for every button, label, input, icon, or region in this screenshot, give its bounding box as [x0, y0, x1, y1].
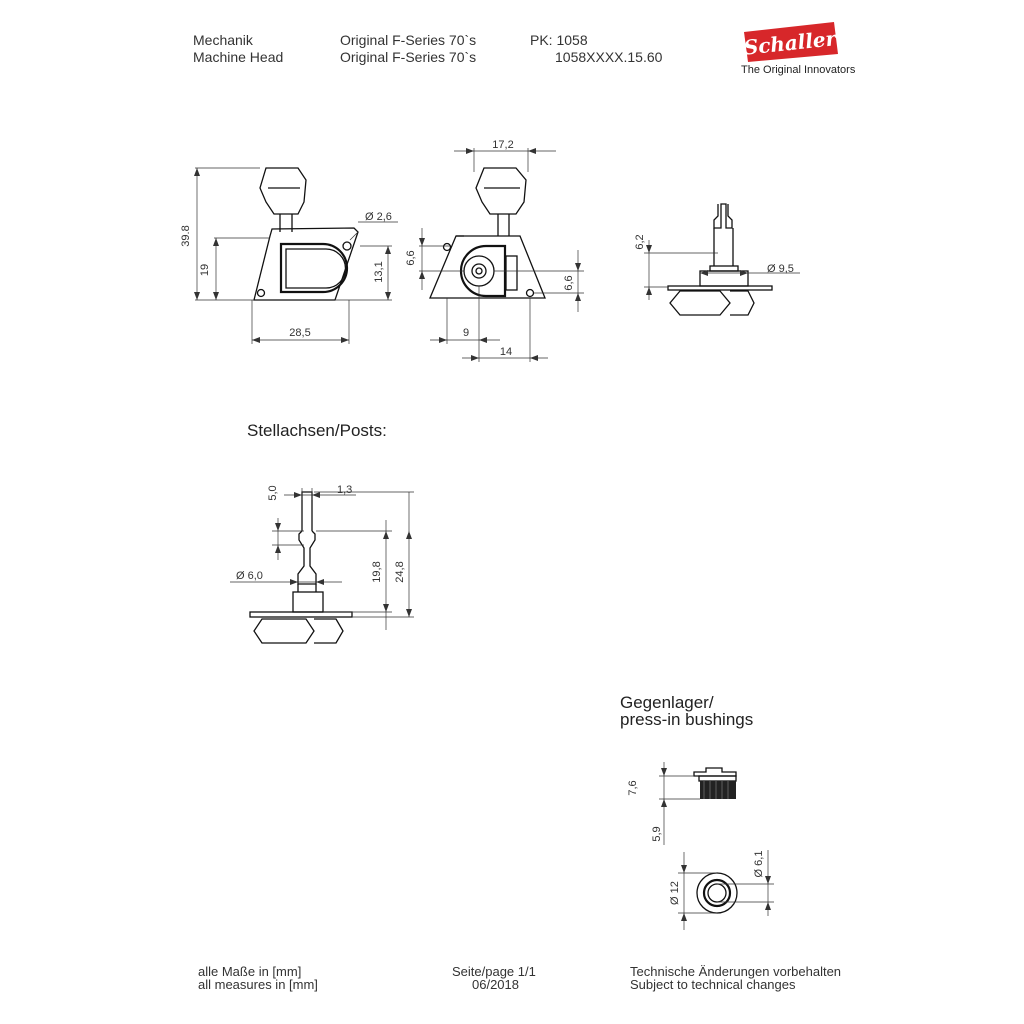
posts-view	[230, 484, 414, 643]
footer-measures-de: alle Maße in [mm]	[198, 964, 302, 979]
back-view	[405, 139, 584, 362]
footer-changes-en: Subject to technical changes	[630, 977, 796, 992]
bushings-title-en: press-in bushings	[620, 710, 754, 729]
tuning-key-button	[260, 168, 306, 214]
tuning-key-button	[254, 619, 314, 643]
side-plate	[668, 286, 772, 290]
dim-bushing-diameter-12: Ø 12	[669, 881, 681, 905]
header-pk: PK: 1058	[530, 32, 588, 48]
gear-icon	[464, 256, 494, 286]
dim-bushing-5-9: 5,9	[651, 826, 663, 842]
dim-post-5: 5,0	[267, 485, 279, 501]
dim-pos-14: 14	[499, 346, 513, 358]
dim-post-1-3: 1,3	[337, 484, 353, 496]
bushing-flange	[694, 768, 736, 776]
dim-height-total: 39.8	[180, 225, 192, 247]
post-plate	[250, 612, 352, 617]
dim-width: 28,5	[289, 327, 311, 339]
tuning-key-button	[476, 168, 526, 214]
dim-side-height: 6,2	[634, 234, 646, 250]
dim-bushing-diameter-6-1: Ø 6,1	[753, 850, 765, 878]
dim-side-diameter: Ø 9,5	[767, 263, 794, 275]
post-shaft	[298, 531, 316, 584]
header-label-en: Machine Head	[193, 49, 284, 65]
dim-post-19-8: 19,8	[371, 561, 383, 583]
front-view	[180, 168, 398, 344]
footer-page: Seite/page 1/1	[452, 964, 536, 979]
logo-tagline: The Original Innovators	[741, 64, 856, 76]
bushing-knurl	[700, 781, 736, 799]
dim-width-top: 17,2	[492, 139, 514, 151]
header-series-de: Original F-Series 70`s	[340, 32, 477, 48]
dim-pos-9: 9	[462, 327, 470, 339]
dim-height-body: 19	[199, 263, 211, 277]
dim-post-diameter: Ø 6,0	[236, 570, 263, 582]
mount-hole-icon	[258, 290, 265, 297]
mount-hole-icon	[343, 242, 351, 250]
mount-hole-icon	[527, 290, 534, 297]
mount-hole-icon	[444, 244, 451, 251]
posts-title: Stellachsen/Posts:	[247, 421, 387, 440]
dim-offset-left: 6,6	[405, 250, 417, 266]
tuning-key-button	[670, 291, 730, 315]
header-part-number: 1058XXXX.15.60	[555, 49, 663, 65]
footer-measures-en: all measures in [mm]	[198, 977, 318, 992]
dim-offset-right: 6,6	[563, 275, 575, 291]
dim-body-height: 13,1	[373, 261, 385, 283]
dim-post-24-8: 24,8	[394, 561, 406, 583]
bushings-view	[627, 762, 774, 930]
header-label-de: Mechanik	[193, 32, 253, 48]
side-view	[634, 204, 800, 315]
footer-changes-de: Technische Änderungen vorbehalten	[630, 964, 842, 979]
dim-hole-diameter: Ø 2,6	[365, 211, 392, 223]
bushings-title-de: Gegenlager/	[620, 693, 714, 712]
front-plate	[254, 228, 358, 300]
dim-bushing-7-6: 7,6	[627, 780, 639, 796]
header-series-en: Original F-Series 70`s	[340, 49, 477, 65]
footer-date: 06/2018	[472, 977, 519, 992]
logo-wordmark: Schaller	[742, 26, 838, 60]
